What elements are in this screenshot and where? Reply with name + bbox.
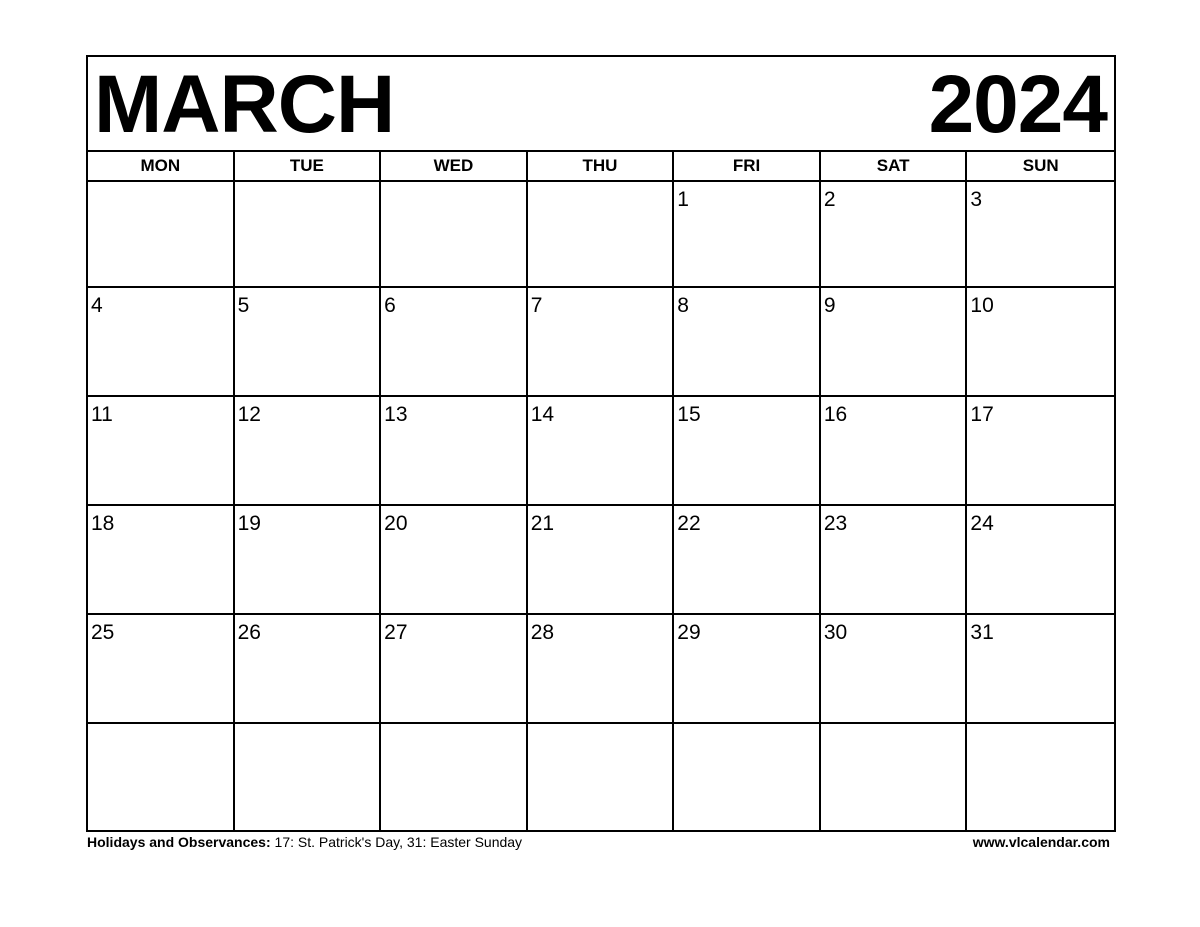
- weekday-mon: MON: [88, 152, 235, 180]
- day-number: 24: [970, 512, 994, 535]
- day-number: 17: [970, 403, 994, 426]
- day-cell: [528, 506, 675, 615]
- day-number: 13: [384, 403, 408, 426]
- day-cell: [235, 506, 382, 615]
- day-number: 7: [530, 294, 543, 317]
- weekday-wed: WED: [381, 152, 528, 180]
- day-number: 28: [530, 621, 555, 644]
- day-cell: [967, 506, 1114, 615]
- day-number: 30: [823, 621, 848, 644]
- day-cell: [381, 724, 528, 830]
- day-cell: [821, 724, 968, 830]
- day-cell: [528, 615, 675, 724]
- day-number: 14: [530, 403, 555, 426]
- day-cell: [528, 182, 675, 288]
- day-number: 3: [970, 188, 983, 211]
- day-cell: [235, 397, 382, 506]
- weekday-sun: SUN: [1022, 156, 1059, 175]
- day-number: 1: [677, 188, 689, 211]
- holidays-text: 17: St. Patrick's Day, 31: Easter Sunday: [270, 834, 523, 850]
- day-cell: [235, 615, 382, 724]
- weekday-fri: FRI: [674, 152, 821, 180]
- day-cell: [821, 182, 968, 288]
- day-cell: [821, 506, 968, 615]
- day-number: 19: [237, 512, 261, 535]
- weekday-thu: THU: [528, 152, 675, 180]
- day-cell: [235, 724, 382, 830]
- day-number: 22: [677, 512, 701, 535]
- day-cell: [967, 724, 1114, 830]
- day-cell: [88, 288, 235, 397]
- day-cell: [381, 615, 528, 724]
- weekday-sat: SAT: [821, 152, 968, 180]
- day-number: 25: [91, 621, 115, 644]
- day-cell: [674, 182, 821, 288]
- day-cell: [528, 288, 675, 397]
- holidays-note: [87, 833, 522, 851]
- day-number: 23: [823, 512, 848, 535]
- day-number: 31: [970, 621, 994, 644]
- calendar-header: [88, 57, 1114, 152]
- day-cell: [967, 182, 1114, 288]
- year-title: 2024: [928, 59, 1107, 150]
- day-cell: [674, 615, 821, 724]
- day-number: 29: [677, 621, 701, 644]
- day-number: 16: [823, 403, 848, 426]
- day-cell: [674, 506, 821, 615]
- day-number: 21: [530, 512, 555, 535]
- day-cell: [235, 288, 382, 397]
- day-grid: [88, 182, 1114, 830]
- day-number: 5: [237, 294, 250, 317]
- day-cell: [88, 182, 235, 288]
- day-cell: [88, 724, 235, 830]
- day-cell: [235, 182, 382, 288]
- day-number: 18: [91, 512, 115, 535]
- day-cell: [528, 397, 675, 506]
- day-cell: [821, 615, 968, 724]
- month-title: MARCH: [94, 59, 395, 150]
- day-number: 9: [823, 294, 836, 317]
- holidays-label: Holidays and Observances:: [87, 834, 271, 850]
- day-cell: [674, 397, 821, 506]
- day-number: 2: [823, 188, 836, 211]
- day-cell: [674, 288, 821, 397]
- day-number: 20: [384, 512, 408, 535]
- day-cell: [88, 615, 235, 724]
- day-number: 10: [970, 294, 994, 317]
- day-number: 8: [677, 294, 689, 317]
- day-number: 12: [237, 403, 261, 426]
- day-cell: [967, 615, 1114, 724]
- day-cell: [821, 397, 968, 506]
- day-number: 6: [384, 294, 396, 317]
- day-cell: [381, 182, 528, 288]
- day-cell: [967, 397, 1114, 506]
- weekday-tue: TUE: [235, 152, 382, 180]
- day-cell: [381, 288, 528, 397]
- weekday-header-row: [88, 152, 1114, 182]
- website-link[interactable]: www.vlcalendar.com: [972, 834, 1110, 850]
- day-number: 26: [237, 621, 261, 644]
- day-cell: [967, 288, 1114, 397]
- day-cell: [88, 506, 235, 615]
- calendar: [86, 55, 1116, 832]
- day-cell: [381, 506, 528, 615]
- day-cell: [381, 397, 528, 506]
- day-number: 15: [677, 403, 701, 426]
- day-number: 11: [91, 403, 113, 426]
- day-cell: [821, 288, 968, 397]
- day-number: 27: [384, 621, 408, 644]
- day-cell: [674, 724, 821, 830]
- day-cell: [88, 397, 235, 506]
- day-cell: [528, 724, 675, 830]
- day-number: 4: [91, 294, 103, 317]
